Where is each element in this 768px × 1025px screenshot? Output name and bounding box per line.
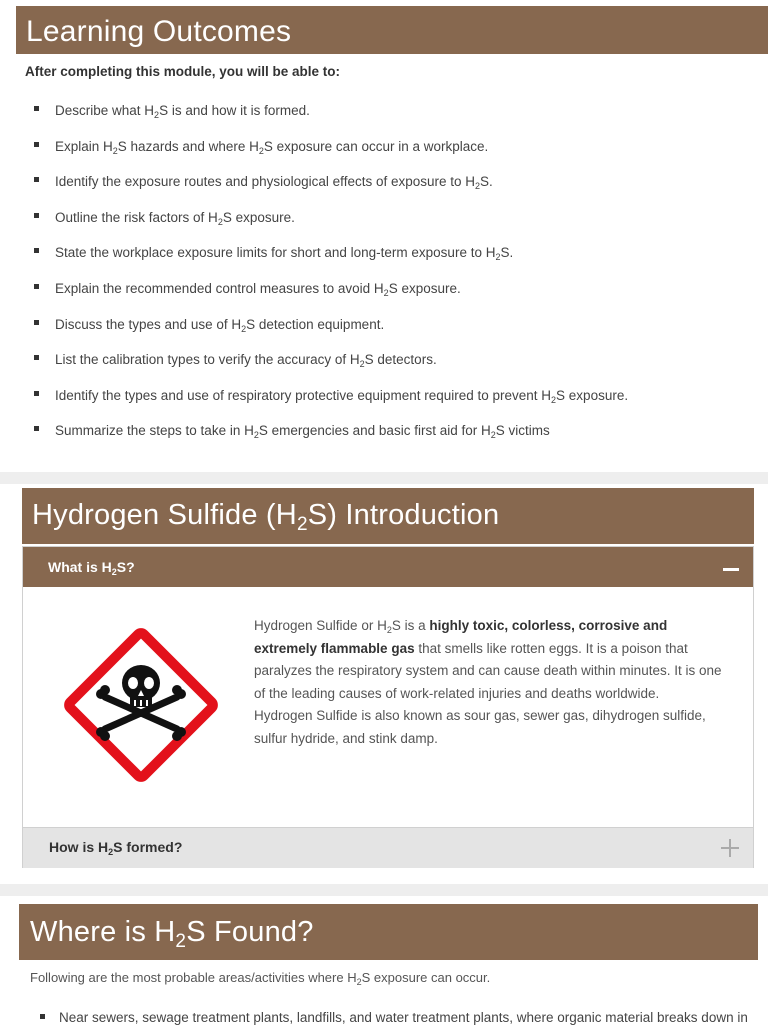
accordion-body-text — [254, 615, 724, 750]
learning-outcomes-intro: After completing this module, you will be able to: — [25, 64, 341, 79]
list-item: Describe what $H_2S$ is and how it is formed. — [0, 94, 768, 130]
accordion-header-what-is-h2s[interactable] — [23, 547, 753, 587]
bullet-icon — [34, 213, 39, 218]
where-found-intro: Following are the most probable areas/activities where $H_2S$ exposure can occur. — [30, 970, 491, 987]
expand-icon[interactable] — [721, 839, 739, 857]
toxic-hazard-icon — [53, 617, 229, 793]
bullet-icon — [34, 248, 39, 253]
bullet-icon — [34, 106, 39, 111]
list-item: Near sewers, sewage treatment plants, landfills, and water treatment plants, where organic material breaks down in — [59, 1010, 748, 1025]
bullet-icon — [34, 142, 39, 147]
bullet-icon — [34, 320, 39, 325]
list-item: Discuss the types and use of $H_2S$ detection equipment. — [0, 308, 768, 344]
list-item: Explain the recommended control measures to avoid $H_2S$ exposure. — [0, 272, 768, 308]
aliases-paragraph: Hydrogen Sulfide is also known as sour gas, sewer gas, dihydrogen sulfide, sulfur hydride, and stink damp. — [254, 708, 706, 746]
list-item: Outline the risk factors of $H_2S$ exposure. — [0, 201, 768, 237]
section-divider — [0, 472, 768, 484]
bullet-icon — [34, 284, 39, 289]
where-found-heading: Where is $H_2S$ Found? — [19, 904, 758, 960]
accordion-header-how-is-h2s-formed[interactable] — [23, 827, 753, 868]
introduction-heading: Hydrogen Sulfide $(H_2S)$ Introduction — [22, 488, 754, 544]
list-item: Explain $H_2S$ hazards and where $H_2S$ exposure can occur in a workplace. — [0, 130, 768, 166]
learning-outcomes-heading: Learning Outcomes — [16, 6, 768, 54]
list-item: Identify the exposure routes and physiological effects of exposure to $H_2S$. — [0, 165, 768, 201]
bullet-icon — [34, 426, 39, 431]
collapse-icon[interactable] — [723, 568, 739, 571]
bullet-icon — [34, 391, 39, 396]
accordion-title: How is $H_2S$ formed? — [49, 839, 183, 857]
description-paragraph: Hydrogen Sulfide or $H_2S$ is a highly toxic, colorless, corrosive and extremely flammable gas that smells like rotten eggs. It is a poison that paralyzes the respiratory system and can cause death within minutes. It is one of the leading causes of work-related injuries and deaths worldwide. — [254, 618, 722, 701]
list-item: Summarize the steps to take in $H_2S$ emergencies and basic first aid for $H_2S$ victims — [0, 414, 768, 450]
accordion — [22, 546, 754, 868]
list-item: Identify the types and use of respiratory protective equipment required to prevent $H_2S$ exposure. — [0, 379, 768, 415]
accordion-title: What is $H_2S$? — [48, 559, 135, 577]
bullet-icon — [34, 355, 39, 360]
list-item: State the workplace exposure limits for short and long-term exposure to $H_2S$. — [0, 236, 768, 272]
bullet-icon — [34, 177, 39, 182]
list-item: List the calibration types to verify the accuracy of $H_2S$ detectors. — [0, 343, 768, 379]
section-divider — [0, 884, 768, 896]
learning-outcomes-list — [0, 94, 768, 450]
bullet-icon — [40, 1014, 45, 1019]
